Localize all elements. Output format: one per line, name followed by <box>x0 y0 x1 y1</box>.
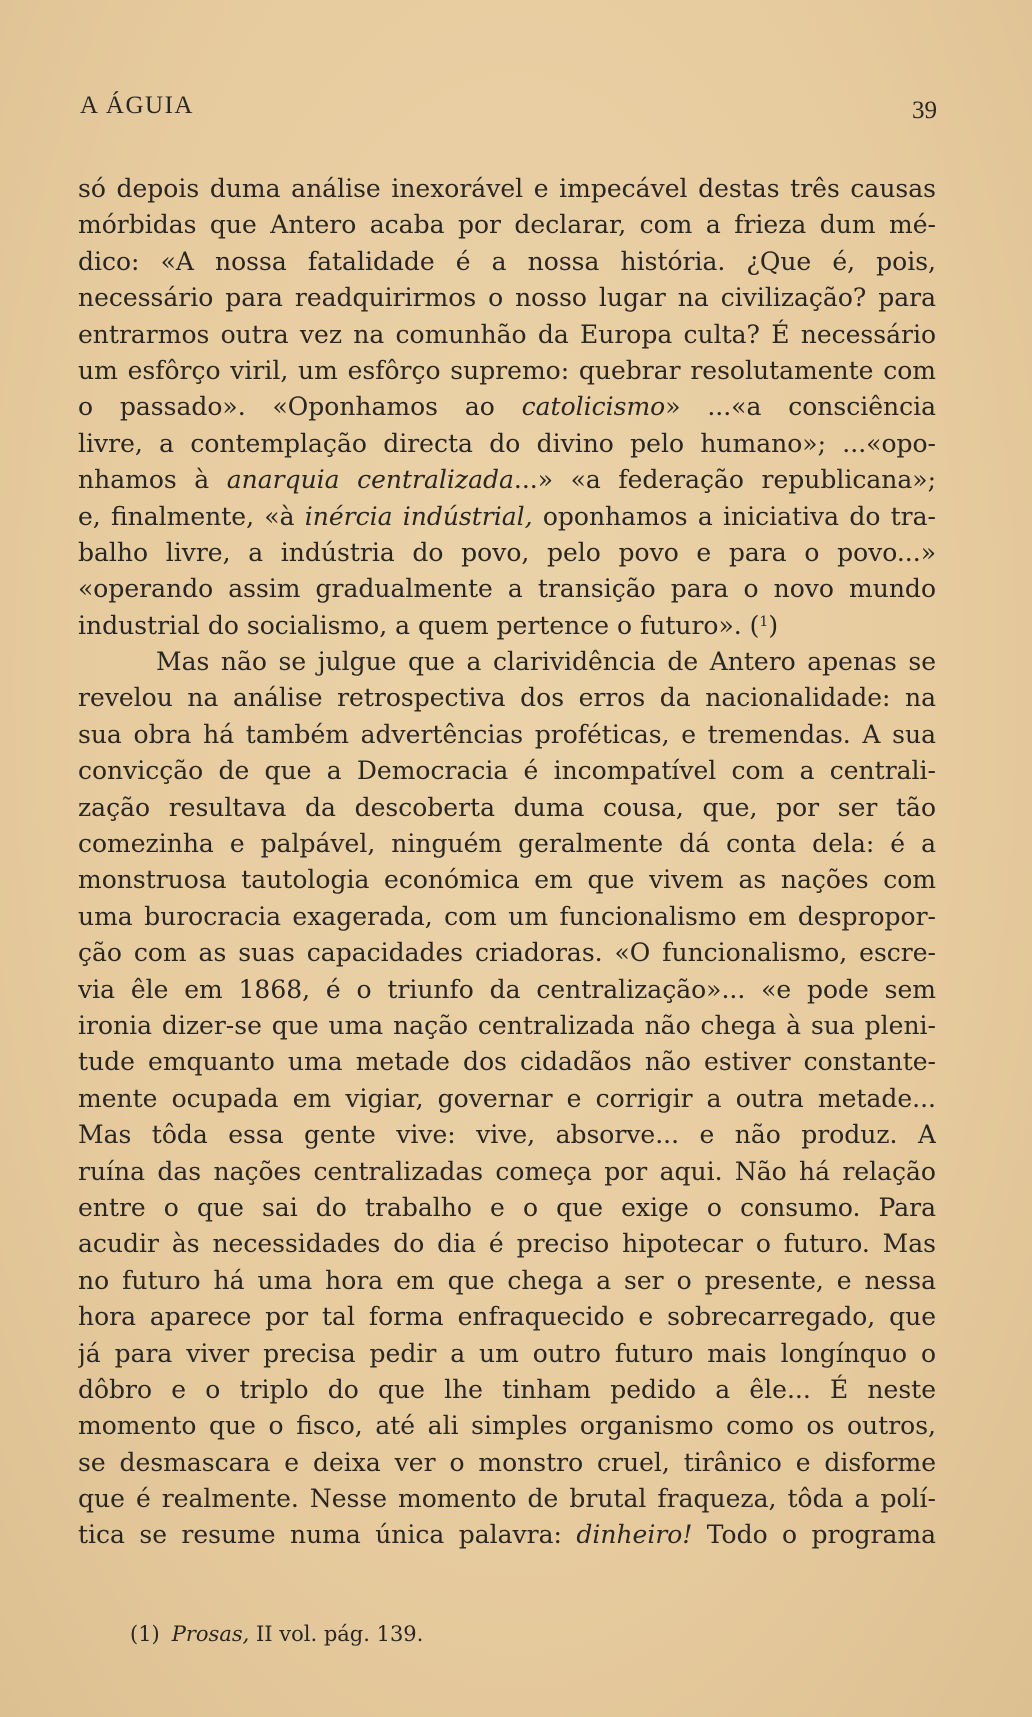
text-run: revelou na análise retrospectiva dos erros da nacionalidade: na <box>78 683 936 713</box>
body-text <box>78 171 936 1554</box>
text-line <box>78 1081 936 1117</box>
text-run: necessário para readquirirmos o nosso lugar na civilização? para <box>78 283 936 313</box>
text-line <box>78 1226 936 1262</box>
text-line <box>78 462 936 498</box>
text-run: mórbidas que Antero acaba por declarar, com a frieza dum mé- <box>78 210 936 240</box>
text-run: ...» «a federação republicana»; <box>513 465 936 495</box>
text-run: que é realmente. Nesse momento de brutal fraqueza, tôda a polí- <box>78 1484 936 1514</box>
text-line <box>78 826 936 862</box>
text-run: uma burocracia exagerada, com um funcionalismo em despropor- <box>78 901 936 931</box>
text-run: ) <box>768 610 779 640</box>
text-line <box>78 1190 936 1226</box>
text-line <box>78 207 936 243</box>
text-run: ruína das nações centralizadas começa por aqui. Não há relação <box>78 1156 936 1186</box>
text-line <box>78 644 936 680</box>
text-run: momento que o fisco, até ali simples organismo como os outros, <box>78 1411 936 1441</box>
text-line <box>78 1517 936 1553</box>
italic-text: catolicismo <box>521 392 666 422</box>
text-line <box>78 426 936 462</box>
text-run: o passado». «Oponhamos ao <box>78 392 522 422</box>
text-run: tude emquanto uma metade dos cidadãos não estiver constante- <box>78 1047 936 1077</box>
text-run: mente ocupada em vigiar, governar e corrigir a outra metade... <box>78 1083 936 1113</box>
text-line <box>78 1117 936 1153</box>
text-line <box>78 244 936 280</box>
text-run: «operando assim gradualmente a transição para o novo mundo <box>78 574 936 604</box>
text-run: entrarmos outra vez na comunhão da Europa culta? É necessário <box>78 319 936 349</box>
text-line <box>78 280 936 316</box>
page-number: 39 <box>912 97 937 124</box>
text-run: sua obra há também advertências proféticas, e tremendas. A sua <box>78 719 936 749</box>
text-run: e, finalmente, «à <box>78 501 305 531</box>
text-line <box>78 499 936 535</box>
text-line <box>78 717 936 753</box>
text-line <box>78 680 936 716</box>
text-run: livre, a contemplação directa do divino pelo humano»; ...«opo- <box>78 428 936 458</box>
text-run: Todo o programa <box>692 1520 936 1550</box>
italic-text: anarquia centralizada <box>226 465 514 495</box>
text-line <box>78 1299 936 1335</box>
text-run: um esfôrço viril, um esfôrço supremo: quebrar resolutamente com <box>78 355 936 385</box>
journal-title: A ÁGUIA <box>80 92 194 119</box>
text-run: » ...«a consciência <box>665 392 936 422</box>
footnote-marker: (1) <box>130 1622 160 1646</box>
text-line <box>78 935 936 971</box>
text-run: oponhamos a iniciativa do tra- <box>532 501 936 531</box>
text-line <box>78 1481 936 1517</box>
text-line <box>78 317 936 353</box>
text-run: ção com as suas capacidades criadoras. «O funcionalismo, escre- <box>78 938 936 968</box>
running-head <box>80 92 937 132</box>
footnote-ref: 1 <box>759 613 769 630</box>
footnote-reference: II vol. pág. 139. <box>249 1622 424 1646</box>
text-run: dico: «A nossa fatalidade é a nossa história. ¿Que é, pois, <box>78 246 936 276</box>
text-run: via êle em 1868, é o triunfo da centralização»... «e pode sem <box>78 974 936 1004</box>
text-line <box>78 1008 936 1044</box>
text-line <box>78 899 936 935</box>
text-line <box>78 171 936 207</box>
text-run: hora aparece por tal forma enfraquecido e sobrecarregado, que <box>78 1302 936 1332</box>
text-run: dôbro e o triplo do que lhe tinham pedido a êle... É neste <box>78 1374 936 1404</box>
text-run: zação resultava da descoberta duma cousa, que, por ser tão <box>78 792 936 822</box>
text-run: ironia dizer-se que uma nação centralizada não chega à sua pleni- <box>78 1010 936 1040</box>
text-line <box>78 1154 936 1190</box>
text-run: tica se resume numa única palavra: <box>78 1520 577 1550</box>
text-line <box>78 1445 936 1481</box>
text-line <box>78 535 936 571</box>
text-line <box>78 608 936 644</box>
text-line <box>78 1263 936 1299</box>
italic-text: dinheiro! <box>576 1520 693 1550</box>
text-line <box>78 389 936 425</box>
text-run: convicção de que a Democracia é incompatível com a centrali- <box>78 756 936 786</box>
text-run: só depois duma análise inexorável e impecável destas três causas <box>78 174 936 203</box>
text-line <box>78 1336 936 1372</box>
text-run: já para viver precisa pedir a um outro futuro mais longínquo o <box>78 1338 936 1368</box>
text-run: acudir às necessidades do dia é preciso hipotecar o futuro. Mas <box>78 1229 936 1259</box>
text-run: balho livre, a indústria do povo, pelo povo e para o povo...» <box>78 537 936 567</box>
text-line <box>78 753 936 789</box>
text-run: Mas tôda essa gente vive: vive, absorve... e não produz. A <box>78 1120 936 1150</box>
text-run: comezinha e palpável, ninguém geralmente dá conta dela: é a <box>78 829 936 859</box>
text-line <box>78 1408 936 1444</box>
italic-text: inércia indústrial, <box>304 501 533 531</box>
text-line <box>78 571 936 607</box>
text-line <box>78 862 936 898</box>
text-run: monstruosa tautologia económica em que vivem as nações com <box>78 865 936 895</box>
text-line <box>78 790 936 826</box>
text-run: industrial do socialismo, a quem pertence o futuro». ( <box>78 610 760 640</box>
text-run: no futuro há uma hora em que chega a ser o presente, e nessa <box>78 1265 936 1295</box>
text-line <box>78 1372 936 1408</box>
text-line <box>78 353 936 389</box>
text-run: Mas não se julgue que a clarividência de Antero apenas se <box>156 647 936 677</box>
text-run: entre o que sai do trabalho e o que exige o consumo. Para <box>78 1192 936 1222</box>
text-line <box>78 972 936 1008</box>
text-line <box>78 1044 936 1080</box>
footnote-work-title: Prosas, <box>171 1622 250 1646</box>
footnote <box>130 1622 423 1646</box>
text-run: se desmascara e deixa ver o monstro cruel, tirânico e disforme <box>78 1447 936 1477</box>
text-run: nhamos à <box>78 465 227 495</box>
